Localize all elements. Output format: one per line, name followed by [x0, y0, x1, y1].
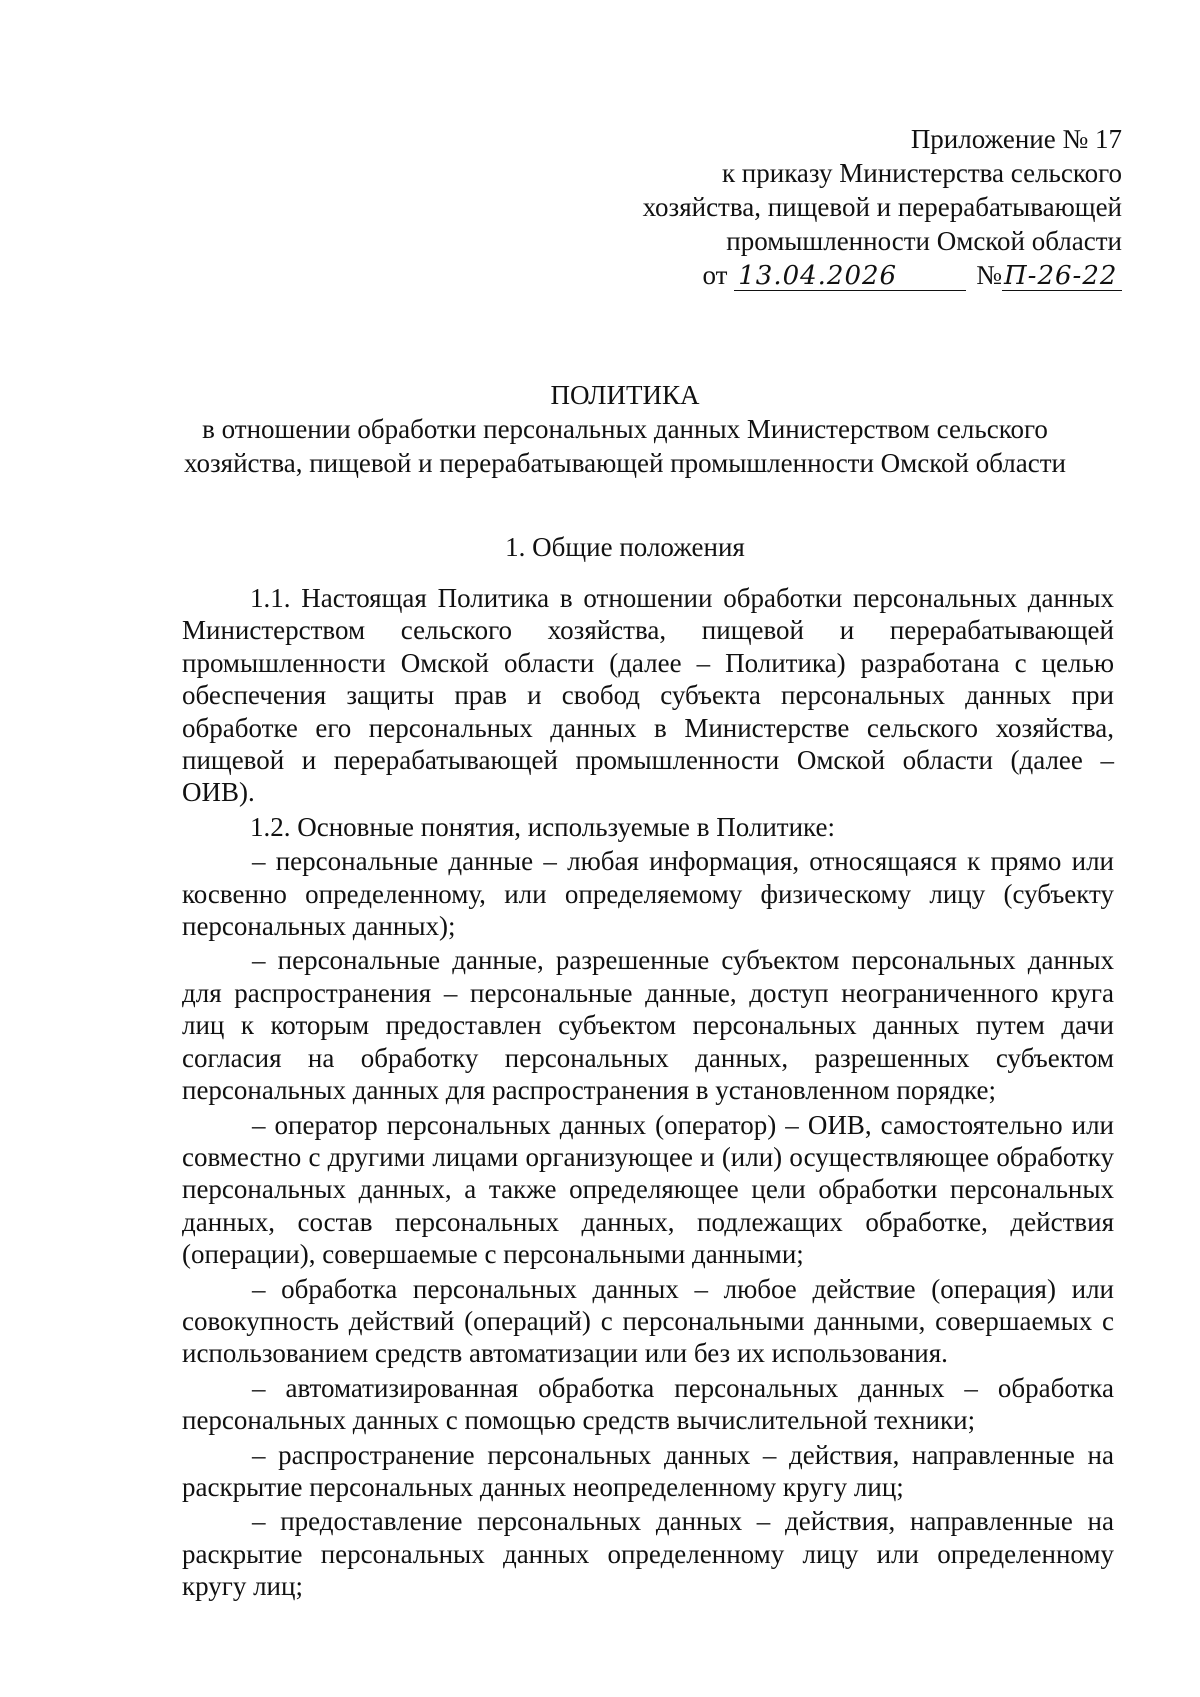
appendix-line-4: промышленности Омской области	[726, 226, 1122, 256]
appendix-line-3: хозяйства, пищевой и перерабатывающей	[642, 192, 1122, 222]
title-line-2: хозяйства, пищевой и перерабатывающей промышленности Омской области	[184, 448, 1066, 478]
definition-provision: – предоставление персональных данных – действия, направленные на раскрытие персональных данных определенному лицу или определенному кругу лиц;	[182, 1506, 1114, 1602]
definition-operator: – оператор персональных данных (оператор) – ОИВ, самостоятельно или совместно с другими лицами организующее и (или) осуществляющее обработку персональных данных, а также определяющее цели обработки персональных данных, состав персональных данных, подлежащих обработке, действия (операции), совершаемые с персональными данными;	[182, 1109, 1114, 1270]
paragraph-1-2: 1.2. Основные понятия, используемые в Политике:	[250, 811, 835, 842]
definition-data-for-distribution: – персональные данные, разрешенные субъектом персональных данных для распространения – персональные данные, доступ неограниченного круга лиц к которым предоставлен субъектом персональных данных путем дачи согласия на обработку персональных данных, разрешенных субъектом персональных данных для распространения в установленном порядке;	[182, 945, 1114, 1106]
paragraph-1-1: 1.1. Настоящая Политика в отношении обработки персональных данных Министерством сельского хозяйства, пищевой и перерабатывающей промышленности Омской области (далее – Политика) разработана с целью обеспечения защиты прав и свобод субъекта персональных данных при обработке его персональных данных в Министерстве сельского хозяйства, пищевой и перерабатывающей промышленности Омской области (далее – ОИВ).	[182, 583, 1114, 808]
appendix-line-2: к приказу Министерства сельского	[721, 158, 1122, 188]
appendix-header	[522, 122, 1122, 292]
definition-personal-data: – персональные данные – любая информация, относящаяся к прямо или косвенно определенному, или определяемому физическому лицу (субъекту персональных данных);	[182, 846, 1114, 942]
definition-processing: – обработка персональных данных – любое действие (операция) или совокупность действий (операций) с персональными данными, совершаемых с использованием средств автоматизации или без их использования.	[182, 1273, 1114, 1369]
title-main: ПОЛИТИКА	[550, 380, 700, 410]
appendix-number: Приложение № 17	[910, 124, 1122, 154]
order-date-field	[734, 261, 966, 291]
order-number-field	[1002, 261, 1122, 291]
order-date-number-line	[522, 258, 1122, 292]
definition-distribution: – распространение персональных данных – действия, направленные на раскрытие персональных данных неопределенному кругу лиц;	[182, 1439, 1114, 1502]
order-date-handwritten: 13.04.2026	[738, 261, 898, 291]
title-line-1: в отношении обработки персональных данных Министерством сельского	[202, 414, 1048, 444]
number-prefix: №	[976, 260, 1002, 290]
section-heading: 1. Общие положения	[505, 532, 745, 562]
document-body	[182, 582, 1114, 1605]
definition-automated-processing: – автоматизированная обработка персональных данных – обработка персональных данных с помощью средств вычислительной техники;	[182, 1372, 1114, 1436]
date-prefix: от	[702, 260, 728, 290]
order-number-handwritten: П-26-22	[1004, 261, 1118, 291]
document-title	[150, 378, 1100, 480]
